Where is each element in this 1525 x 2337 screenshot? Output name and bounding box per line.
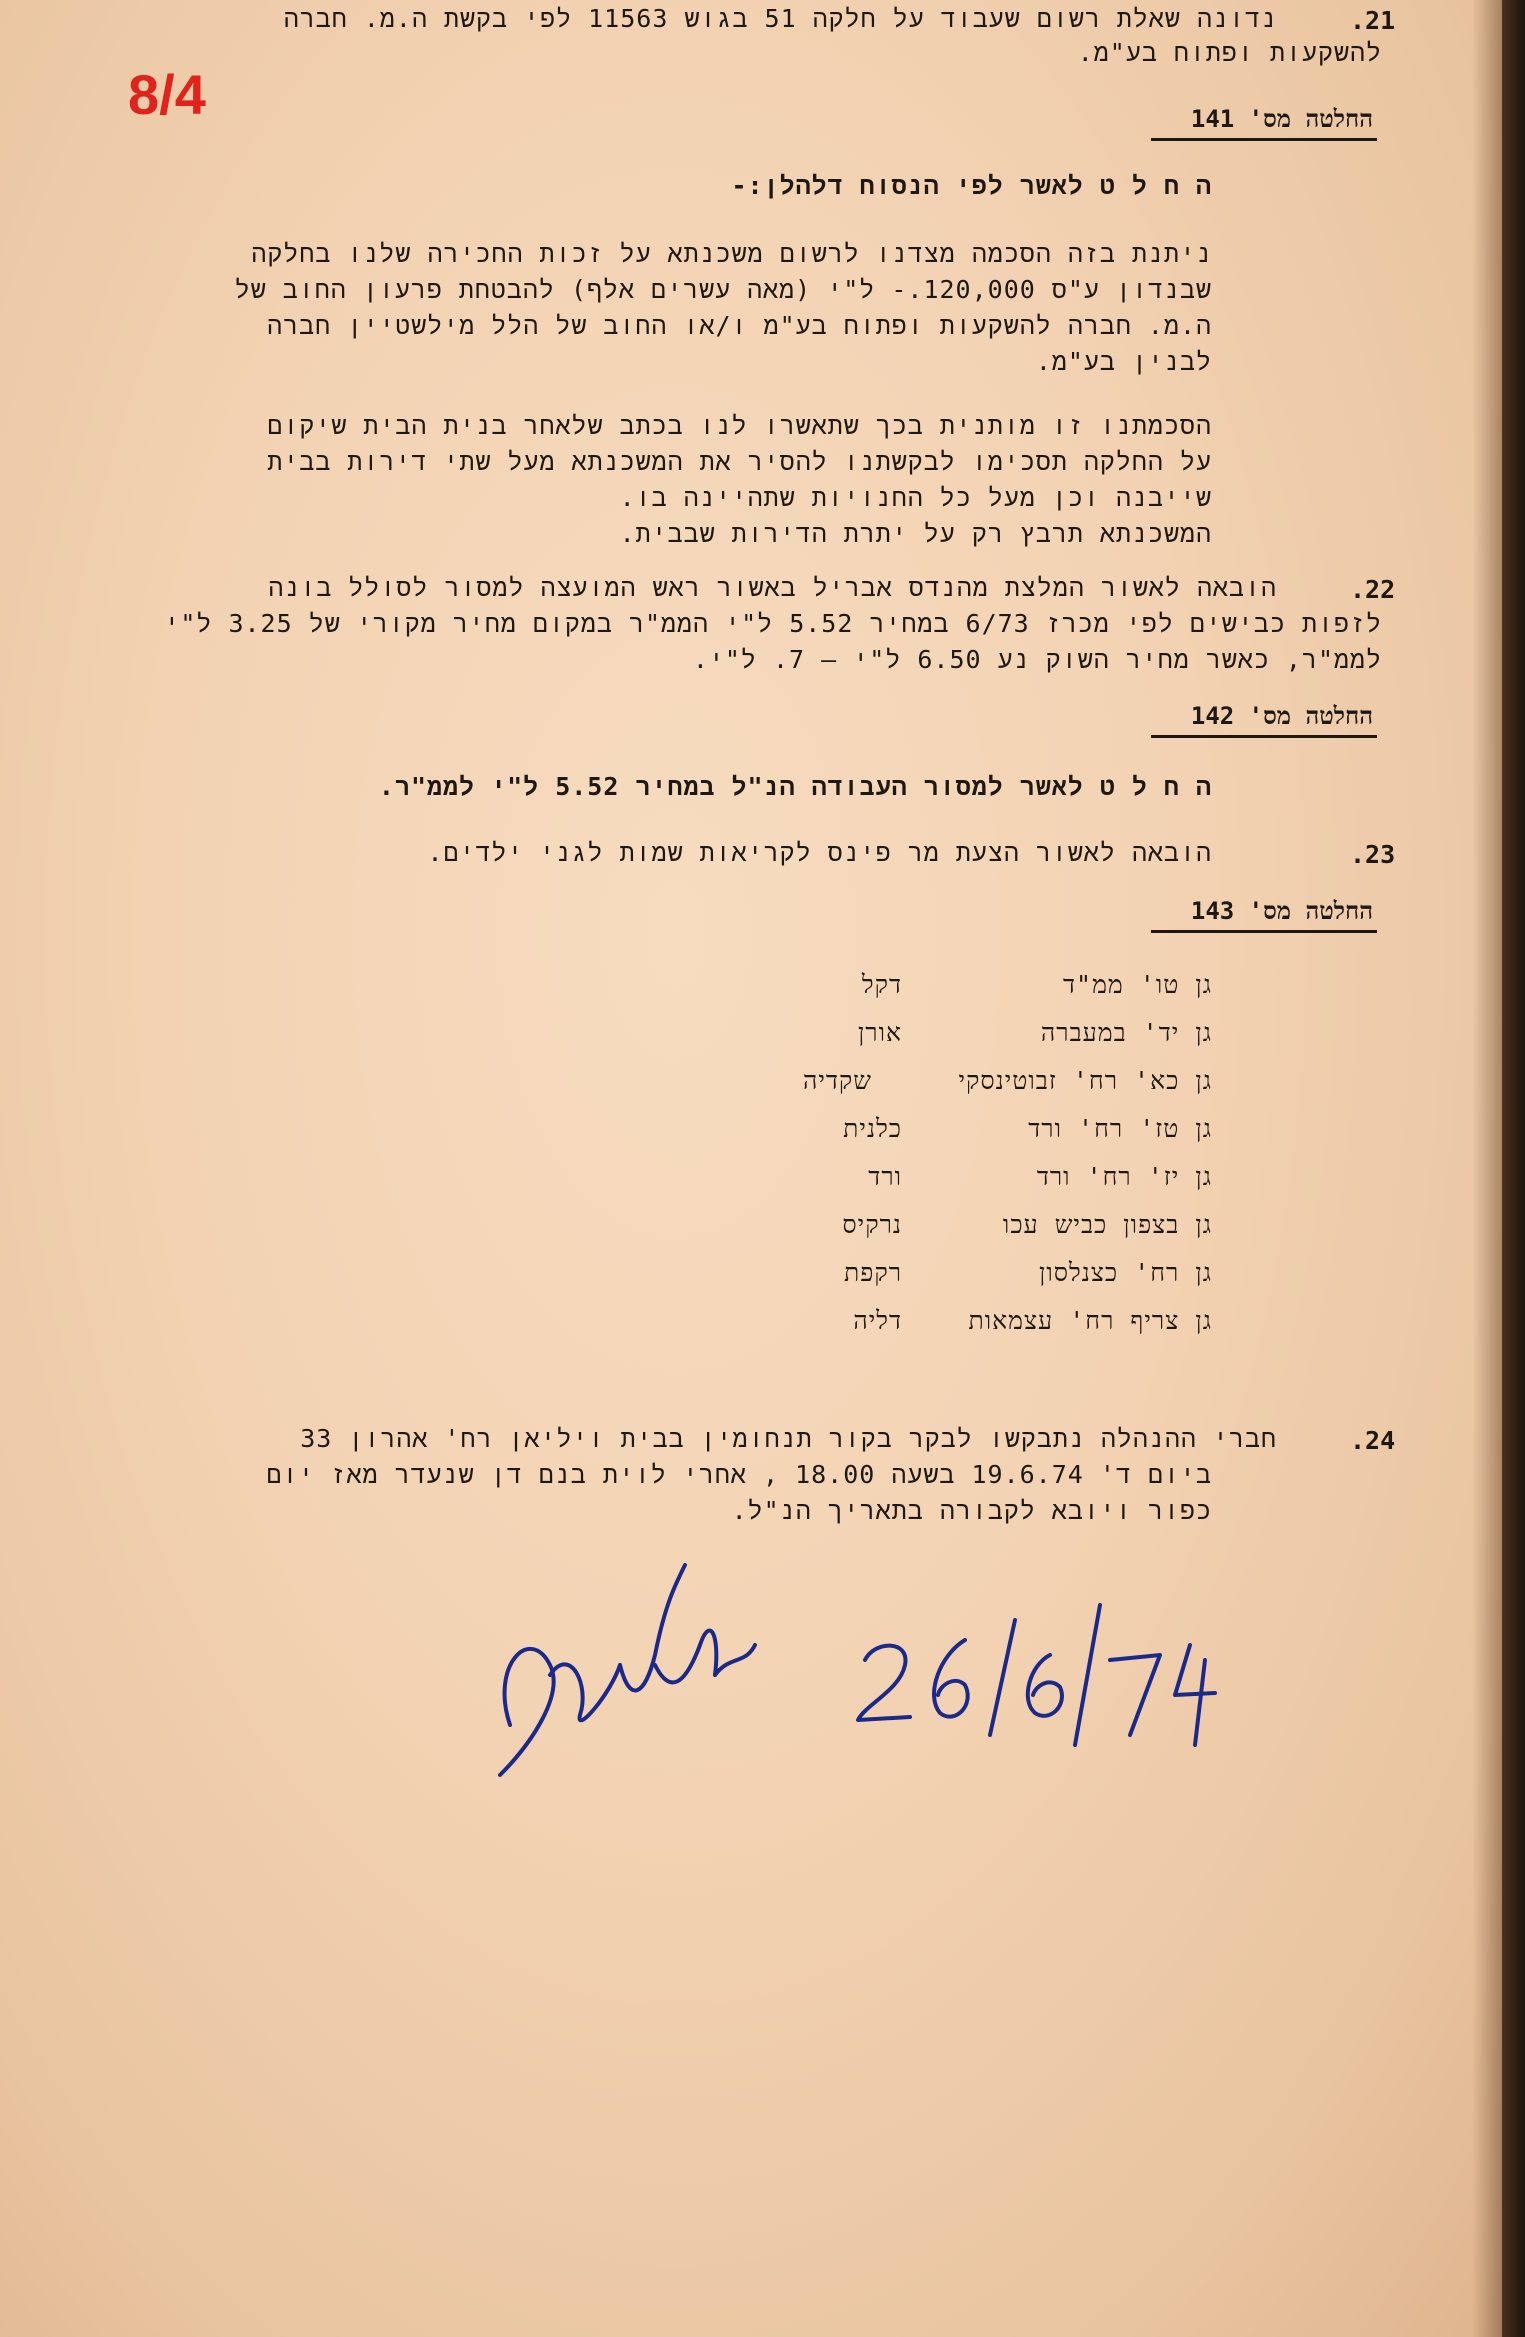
resolution-141-label: החלטה מס' 141 (1151, 105, 1377, 141)
item-21-para2-line-4: המשכנתא תרבץ רק על יתרת הדירות שבבית. (619, 519, 1212, 548)
resolution-141-decision: ה ח ל ט לאשר לפי הנסוח דלהלן:- (731, 171, 1212, 200)
kindergarten-place: גן טו' ממ"ד (1063, 970, 1212, 999)
kindergarten-place: גן כא' רח' זבוטינסקי (958, 1066, 1212, 1095)
kindergarten-place: גן טז' רח' ורד (1028, 1114, 1212, 1143)
kindergarten-name: רקפת (843, 1258, 902, 1287)
item-23-line-1: הובאה לאשור הצעת מר פינס לקריאות שמות לגני ילדים. (427, 838, 1212, 867)
kindergarten-name: נרקיס (842, 1210, 902, 1239)
item-22-line-3: לממ"ר, כאשר מחיר השוק נע 6.50 ל"י – 7. ל"י. (692, 645, 1382, 674)
kindergarten-name: ורד (868, 1162, 902, 1191)
kindergarten-place: גן בצפון כביש עכו (1002, 1210, 1212, 1239)
item-21-para1-line-2: שבנדון ע"ס 120,000.- ל"י (מאה עשרים אלף) להבטחת פרעון החוב של (234, 275, 1212, 304)
kindergarten-name: שקדיה (802, 1066, 872, 1095)
item-24-line-2: ביום ד' 19.6.74 בשעה 18.00 , אחרי לוית בנם דן שנעדר מאז יום (266, 1460, 1212, 1489)
page-mark: 8/4 (128, 63, 206, 126)
item-22-line-1: הובאה לאשור המלצת מהנדס אבריל באשור ראש המועצה למסור לסולל בונה (268, 573, 1277, 602)
handwritten-signature-and-date (470, 1545, 1250, 1805)
item-24-line-3: כפור ויובא לקבורה בתאריך הנ"ל. (731, 1496, 1212, 1525)
item-21-para2-line-1: הסכמתנו זו מותנית בכך שתאשרו לנו בכתב שלאחר בנית הבית שיקום (267, 411, 1212, 440)
kindergarten-place: גן יז' רח' ורד (1036, 1162, 1212, 1191)
resolution-142-decision: ה ח ל ט לאשר למסור העבודה הנ"ל במחיר 5.52 ל"י לממ"ר. (378, 772, 1212, 801)
resolution-143-label: החלטה מס' 143 (1151, 897, 1377, 933)
item-21-para2-line-2: על החלקה תסכימו לבקשתנו להסיר את המשכנתא מעל שתי דירות בבית (267, 447, 1212, 476)
item-21-line-2: להשקעות ופתוח בע"מ. (1077, 38, 1382, 67)
item-22-number: .22 (1350, 575, 1396, 604)
item-21-para1-line-1: ניתנת בזה הסכמה מצדנו לרשום משכנתא על זכות החכירה שלנו בחלקה (251, 239, 1212, 268)
kindergarten-place: גן יד' במעברה (1040, 1018, 1212, 1047)
kindergarten-name: דליה (853, 1306, 902, 1335)
item-21-number: .21 (1350, 6, 1396, 35)
item-21-line-1: נדונה שאלת רשום שעבוד על חלקה 51 בגוש 11563 לפי בקשת ה.מ. חברה (283, 4, 1277, 33)
kindergarten-place: גן רח' כצנלסון (1039, 1258, 1212, 1287)
kindergarten-place: גן צריף רח' עצמאות (968, 1306, 1212, 1335)
item-21-para1-line-3: ה.מ. חברה להשקעות ופתוח בע"מ ו/או החוב של הלל מילשטיין חברה (267, 311, 1212, 340)
item-22-line-2: לזפות כבישים לפי מכרז 6/73 במחיר 5.52 ל"י הממ"ר במקום מחיר מקורי של 3.25 ל"י (164, 609, 1382, 638)
page-edge-shadow (1502, 0, 1525, 2337)
resolution-142-label: החלטה מס' 142 (1151, 702, 1377, 738)
item-24-line-1: חברי ההנהלה נתבקשו לבקר בקור תנחומין בבית ויליאן רח' אהרון 33 (300, 1424, 1277, 1453)
item-24-number: .24 (1350, 1426, 1396, 1455)
item-21-para1-line-4: לבנין בע"מ. (1035, 347, 1212, 376)
kindergarten-name: דקל (861, 970, 902, 999)
kindergarten-name: אורן (857, 1018, 902, 1047)
item-23-number: .23 (1350, 840, 1396, 869)
kindergarten-name: כלנית (843, 1114, 902, 1143)
item-21-para2-line-3: שייבנה וכן מעל כל החנויות שתהיינה בו. (619, 483, 1212, 512)
